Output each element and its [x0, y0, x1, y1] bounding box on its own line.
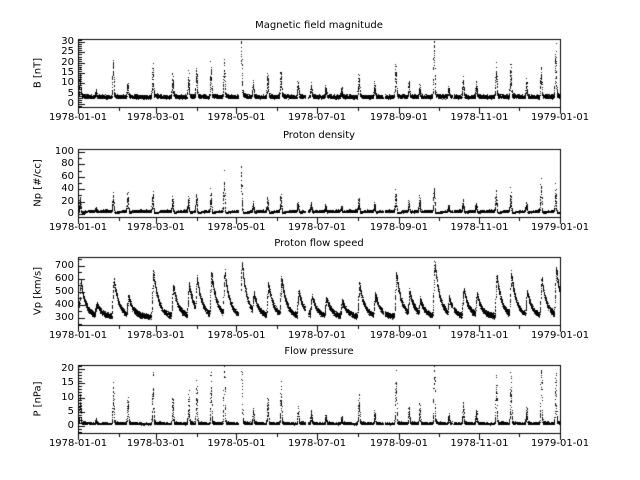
x-tick-label: 1978-11-01	[450, 222, 509, 233]
x-tick-label: 1978-07-01	[287, 438, 347, 449]
x-tick-label: 1978-05-01	[207, 112, 266, 123]
y-axis-label-b: B [nT]	[32, 57, 44, 89]
x-tick-label: 1978-05-01	[207, 330, 266, 341]
y-tick-label: 20	[61, 195, 74, 207]
x-tick-label: 1978-03-01	[126, 112, 185, 123]
y-axis-label-p: P [nPa]	[32, 381, 44, 417]
y-tick-label: 5	[67, 405, 74, 417]
panel-title-proton-flow-speed: Proton flow speed	[274, 238, 364, 249]
x-tick-label: 1978-07-01	[287, 330, 347, 341]
x-tick-label: 1978-09-01	[369, 438, 428, 449]
x-tick-label: 1978-01-01	[48, 222, 108, 233]
x-tick-label: 1978-09-01	[369, 112, 428, 123]
y-tick-label: 0	[67, 207, 74, 219]
x-tick-label: 1978-09-01	[369, 330, 428, 341]
y-tick-label: 25	[61, 46, 74, 58]
panel-title-proton-density: Proton density	[282, 130, 356, 141]
y-tick-label: 5	[67, 87, 74, 99]
x-tick-label: 1978-05-01	[207, 438, 266, 449]
y-tick-label: 300	[54, 311, 74, 323]
y-tick-label: 30	[61, 36, 74, 48]
y-tick-label: 0	[67, 97, 74, 109]
y-axis-label-np: Np [#/cc]	[32, 159, 44, 207]
y-tick-label: 80	[61, 158, 74, 170]
x-tick-label: 1979-01-01	[530, 112, 590, 123]
x-tick-label: 1979-01-01	[530, 222, 590, 233]
x-tick-label: 1979-01-01	[530, 330, 590, 341]
x-tick-label: 1978-01-01	[48, 438, 108, 449]
x-tick-label: 1978-01-01	[48, 112, 108, 123]
y-tick-label: 15	[61, 67, 74, 78]
x-tick-label: 1978-11-01	[450, 438, 509, 449]
x-tick-label: 1978-09-01	[369, 222, 428, 233]
y-axis-label-vp: Vp [km/s]	[32, 266, 44, 316]
y-tick-label: 15	[61, 377, 74, 389]
y-tick-label: 40	[61, 183, 74, 195]
x-tick-label: 1978-07-01	[287, 222, 347, 233]
x-tick-label: 1978-03-01	[126, 438, 185, 449]
x-tick-label: 1978-05-01	[207, 222, 266, 233]
y-tick-label: 700	[54, 259, 74, 271]
x-tick-label: 1979-01-01	[530, 438, 590, 449]
x-tick-label: 1978-07-01	[287, 112, 347, 123]
y-tick-label: 400	[54, 298, 74, 310]
y-tick-label: 0	[67, 419, 74, 431]
x-tick-label: 1978-03-01	[126, 222, 185, 233]
y-tick-label: 20	[61, 363, 74, 375]
y-tick-label: 100	[54, 146, 74, 158]
y-tick-label: 10	[61, 391, 74, 403]
x-tick-label: 1978-03-01	[126, 330, 185, 341]
x-tick-label: 1978-11-01	[450, 112, 509, 123]
y-tick-label: 60	[61, 170, 74, 182]
y-tick-label: 500	[54, 285, 74, 297]
y-tick-label: 600	[54, 272, 74, 284]
x-tick-label: 1978-01-01	[48, 330, 108, 341]
panel-title-flow-pressure: Flow pressure	[284, 346, 354, 357]
panel-title-magnetic-field: Magnetic field magnitude	[255, 20, 383, 31]
x-tick-label: 1978-11-01	[450, 330, 509, 341]
y-tick-label: 20	[61, 56, 74, 68]
y-tick-label: 10	[61, 77, 74, 89]
